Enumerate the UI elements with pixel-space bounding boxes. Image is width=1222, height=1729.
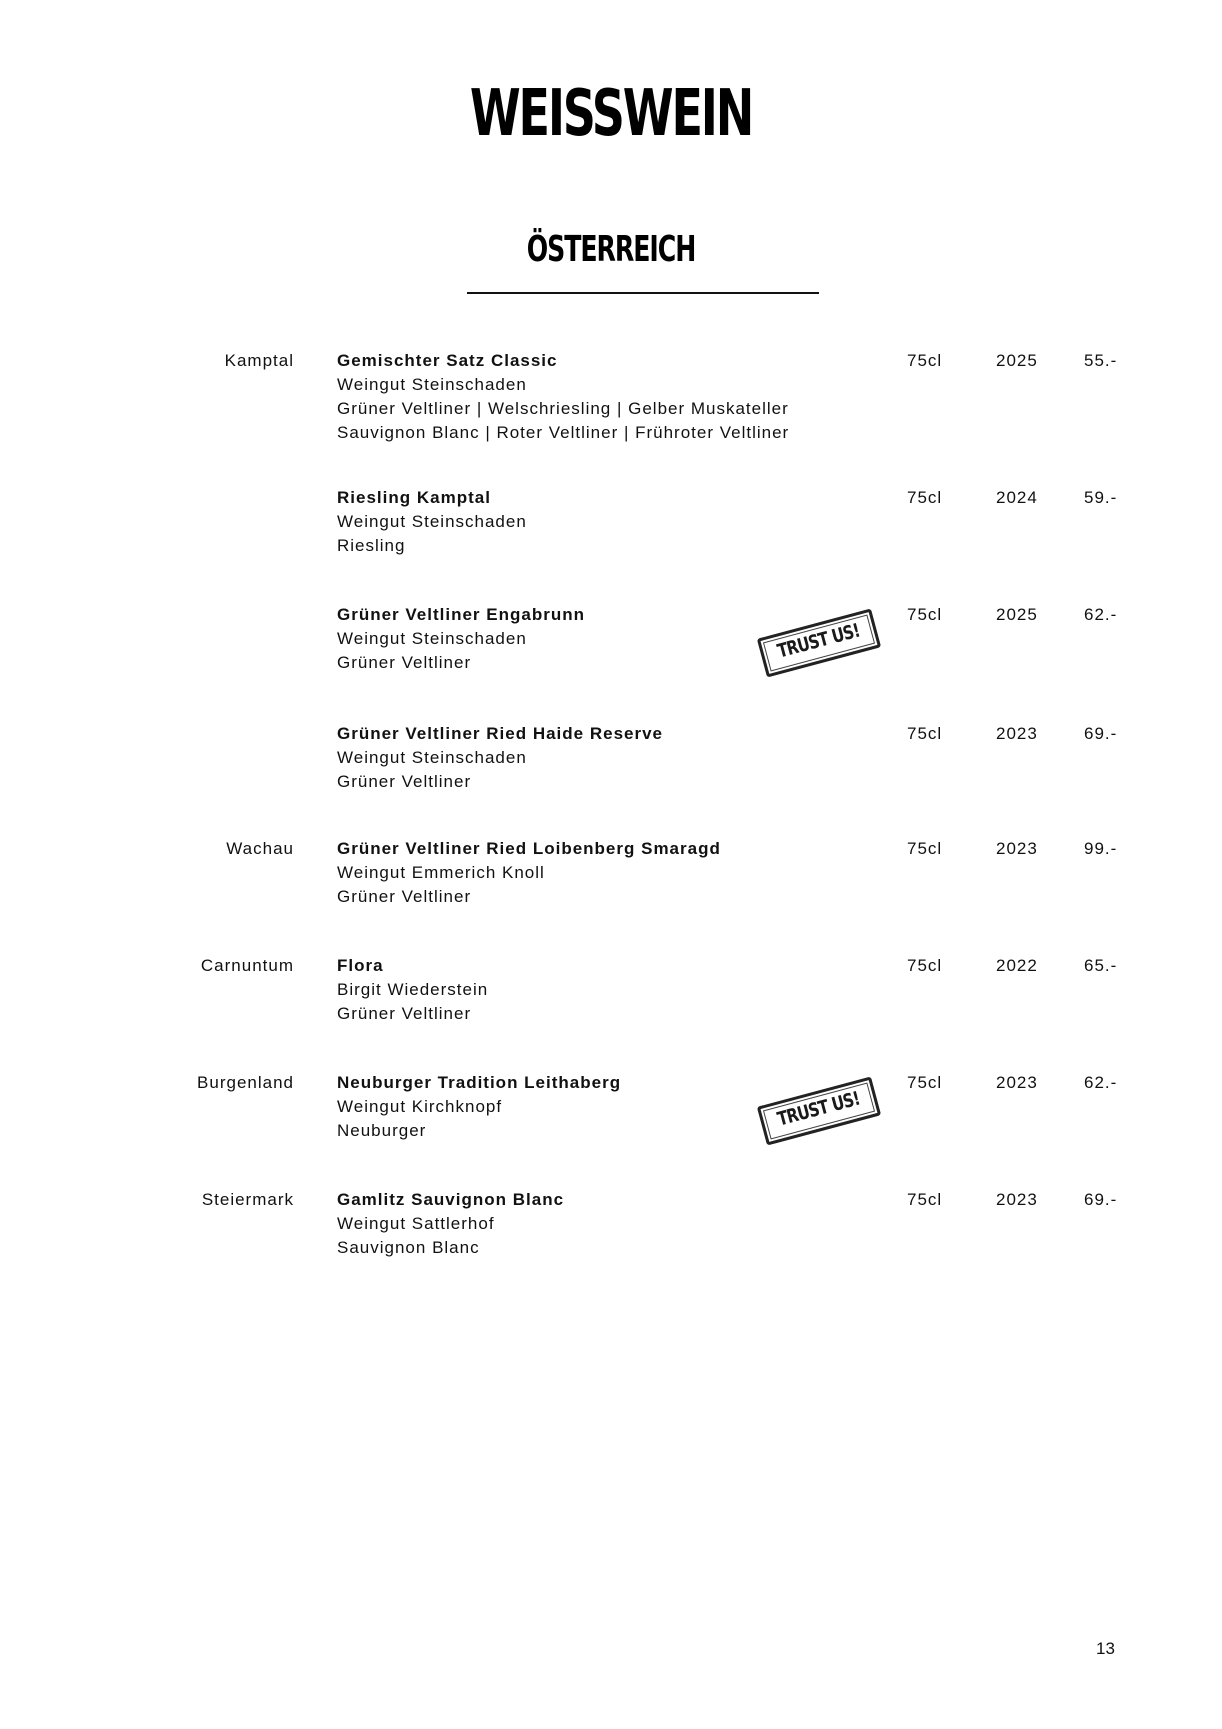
price: 65.- [1084, 956, 1118, 975]
region-label: Burgenland [197, 1073, 294, 1092]
bottle-size: 75cl [907, 1073, 943, 1092]
wine-grapes: Neuburger [337, 1121, 427, 1140]
wine-name: Riesling Kamptal [337, 488, 491, 507]
wine-producer: Weingut Sattlerhof [337, 1214, 495, 1233]
wine-name: Grüner Veltliner Ried Haide Reserve [337, 724, 664, 743]
region-label: Kamptal [224, 351, 294, 370]
page-title: WEISSWEIN [469, 77, 753, 151]
wine-entry-neuburger [0, 1071, 1222, 1171]
wine-name: Neuburger Tradition Leithaberg [337, 1073, 622, 1092]
wine-name: Grüner Veltliner Ried Loibenberg Smaragd [337, 839, 721, 858]
wine-entry-gv-ried-haide [0, 722, 1222, 822]
vintage: 2022 [996, 956, 1038, 975]
vintage: 2023 [996, 839, 1038, 858]
price: 55.- [1084, 351, 1118, 370]
wine-name: Flora [337, 956, 384, 975]
wine-producer: Birgit Wiederstein [337, 980, 489, 999]
region-label: Carnuntum [200, 956, 294, 975]
wine-entry-flora [0, 954, 1222, 1054]
price: 59.- [1084, 488, 1118, 507]
wine-entry-gv-engabrunn [0, 603, 1222, 703]
section-title: ÖSTERREICH [526, 229, 696, 270]
bottle-size: 75cl [907, 488, 943, 507]
wine-details [337, 1071, 621, 1143]
price: 62.- [1084, 605, 1118, 624]
price: 99.- [1084, 839, 1118, 858]
wine-producer: Weingut Kirchknopf [337, 1097, 503, 1116]
wine-entry-gamlitz [0, 1188, 1222, 1288]
wine-details [337, 1188, 564, 1260]
wine-producer: Weingut Steinschaden [337, 512, 527, 531]
price: 69.- [1084, 1190, 1118, 1209]
wine-grapes: Sauvignon Blanc [337, 1238, 480, 1257]
wine-entry-gemischter-satz [0, 349, 1222, 449]
region-label: Wachau [226, 839, 294, 858]
price: 62.- [1084, 1073, 1118, 1092]
wine-name: Grüner Veltliner Engabrunn [337, 605, 585, 624]
wine-entry-gv-loibenberg [0, 837, 1222, 937]
section-divider [467, 292, 819, 294]
wine-grapes: Grüner Veltliner [337, 653, 472, 672]
wine-grapes: Grüner Veltliner | Welschriesling | Gelber Muskateller [337, 399, 789, 418]
wine-producer: Weingut Emmerich Knoll [337, 863, 545, 882]
wine-grapes: Grüner Veltliner [337, 772, 472, 791]
wine-entry-riesling-kamptal [0, 486, 1222, 586]
vintage: 2023 [996, 724, 1038, 743]
wine-grapes: Riesling [337, 536, 406, 555]
bottle-size: 75cl [907, 839, 943, 858]
trust-us-stamp [757, 608, 881, 677]
wine-grapes-extra: Sauvignon Blanc | Roter Veltliner | Frühroter Veltliner [337, 423, 790, 442]
vintage: 2025 [996, 605, 1038, 624]
wine-producer: Weingut Steinschaden [337, 629, 527, 648]
wine-details [337, 722, 663, 794]
wine-details [337, 837, 721, 909]
stamp-label: TRUST US! [775, 1087, 862, 1131]
page-number: 13 [1096, 1639, 1115, 1658]
bottle-size: 75cl [907, 956, 943, 975]
stamp-label: TRUST US! [775, 619, 862, 663]
vintage: 2025 [996, 351, 1038, 370]
price: 69.- [1084, 724, 1118, 743]
wine-name: Gamlitz Sauvignon Blanc [337, 1190, 565, 1209]
vintage: 2024 [996, 488, 1038, 507]
trust-us-stamp [757, 1076, 881, 1145]
vintage: 2023 [996, 1073, 1038, 1092]
wine-grapes: Grüner Veltliner [337, 1004, 472, 1023]
bottle-size: 75cl [907, 724, 943, 743]
wine-name: Gemischter Satz Classic [337, 351, 558, 370]
wine-producer: Weingut Steinschaden [337, 748, 527, 767]
region-label: Steiermark [201, 1190, 294, 1209]
bottle-size: 75cl [907, 351, 943, 370]
bottle-size: 75cl [907, 605, 943, 624]
wine-details [337, 486, 527, 558]
wine-producer: Weingut Steinschaden [337, 375, 527, 394]
wine-details [337, 603, 585, 675]
wine-details [337, 954, 488, 1026]
vintage: 2023 [996, 1190, 1038, 1209]
wine-details [337, 349, 789, 445]
wine-grapes: Grüner Veltliner [337, 887, 472, 906]
bottle-size: 75cl [907, 1190, 943, 1209]
